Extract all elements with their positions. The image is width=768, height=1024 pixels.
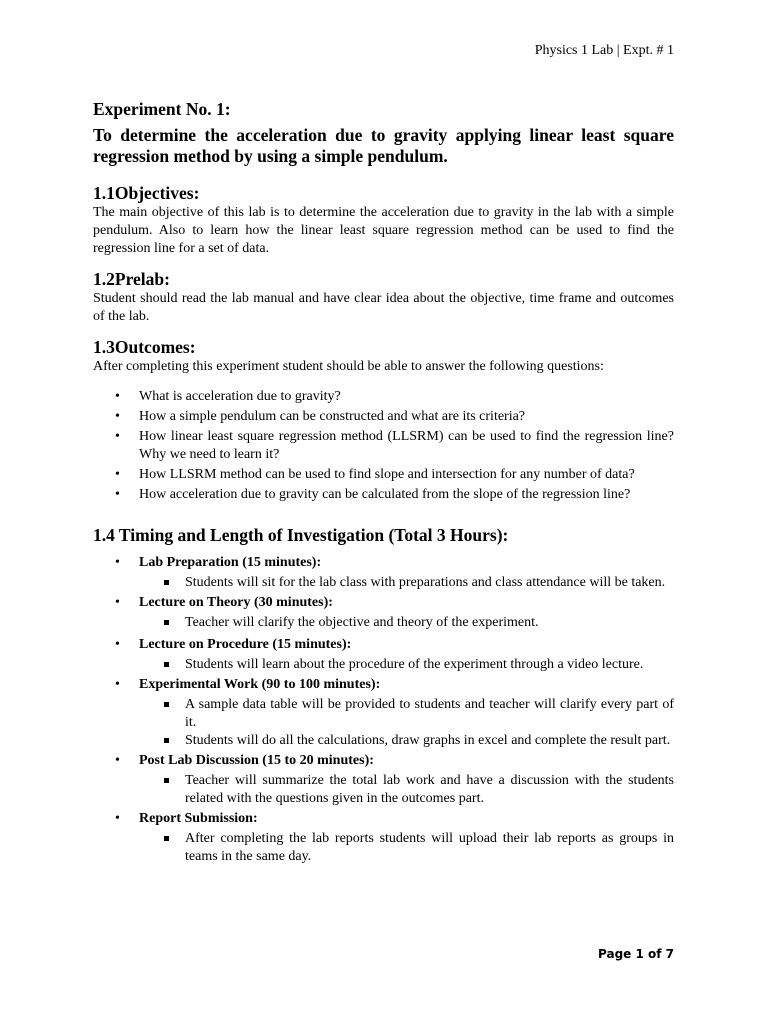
sub-item-text: A sample data table will be provided to students and teacher will clarify every part of it. [185,697,674,730]
square-bullet-icon [164,836,169,841]
list-item [93,408,674,426]
list-item [93,656,674,674]
timing-sub-list [93,830,674,866]
objectives-heading: 1.1Objectives: [93,183,200,203]
prelab-section [93,268,674,326]
timing-item [93,554,674,572]
sub-item-text: Students will sit for the lab class with preparations and class attendance will be taken. [185,575,666,590]
bullet-dot-icon: • [115,637,120,652]
sub-item-text: Students will learn about the procedure of the experiment through a video lecture. [185,657,644,672]
timing-heading: 1.4 Timing and Length of Investigation (Total 3 Hours): [93,525,509,545]
outcomes-intro: After completing this experiment student should be able to answer the following questions: [93,359,604,374]
sub-item-text: After completing the lab reports students will upload their lab reports as groups in teams in the same day. [185,831,674,864]
list-item [93,486,674,504]
timing-item [93,594,674,612]
bullet-dot-icon: • [115,677,120,692]
outcomes-heading: 1.3Outcomes: [93,337,196,357]
question-text: How a simple pendulum can be constructed and what are its criteria? [139,409,526,424]
square-bullet-icon [164,662,169,667]
timing-item [93,636,674,654]
outcomes-question-list [93,388,674,504]
page-number-footer: Page 1 of 7 [598,947,674,961]
square-bullet-icon [164,738,169,743]
sub-item-text: Teacher will clarify the objective and theory of the experiment. [185,615,539,630]
bullet-dot-icon: • [115,409,120,424]
timing-item-label: Report Submission: [139,811,258,826]
timing-item-label: Post Lab Discussion (15 to 20 minutes): [139,753,374,768]
timing-list [93,554,674,866]
experiment-title: To determine the acceleration due to gravity applying linear least square regression method by using a simple pendulum. [93,125,674,166]
objectives-text: The main objective of this lab is to determine the acceleration due to gravity in the lab with a simple pendulum. Also to learn how the linear least square regression method can be used to find the regression line for a set of data. [93,205,674,256]
list-item [93,466,674,484]
bullet-dot-icon: • [115,429,120,444]
list-item [93,772,674,808]
outcomes-section [93,336,674,504]
question-text: How linear least square regression method (LLSRM) can be used to find the regression line? Why we need to learn it? [139,429,674,462]
bullet-dot-icon: • [115,811,120,826]
timing-item [93,810,674,828]
timing-item [93,752,674,770]
square-bullet-icon [164,702,169,707]
timing-item [93,676,674,694]
timing-section [93,524,674,866]
list-item [93,614,674,632]
bullet-dot-icon: • [115,555,120,570]
page-content [93,98,674,866]
bullet-dot-icon: • [115,487,120,502]
list-item [93,574,674,592]
prelab-heading: 1.2Prelab: [93,269,170,289]
question-text: What is acceleration due to gravity? [139,389,341,404]
running-header: Physics 1 Lab | Expt. # 1 [534,43,674,58]
list-item [93,696,674,732]
list-item [93,388,674,406]
experiment-number: Experiment No. 1: [93,99,231,119]
timing-sub-list [93,574,674,592]
timing-item-label: Lecture on Procedure (15 minutes): [139,637,352,652]
timing-sub-list [93,614,674,632]
question-text: How LLSRM method can be used to find slope and intersection for any number of data? [139,467,635,482]
list-item [93,732,674,750]
timing-sub-list [93,696,674,750]
sub-item-text: Teacher will summarize the total lab work and have a discussion with the students related with the questions given in the outcomes part. [185,773,674,806]
list-item [93,830,674,866]
timing-sub-list [93,656,674,674]
timing-item-label: Experimental Work (90 to 100 minutes): [139,677,381,692]
objectives-section [93,182,674,258]
timing-item-label: Lecture on Theory (30 minutes): [139,595,333,610]
list-item [93,428,674,464]
timing-item-label: Lab Preparation (15 minutes): [139,555,322,570]
bullet-dot-icon: • [115,389,120,404]
square-bullet-icon [164,620,169,625]
question-text: How acceleration due to gravity can be calculated from the slope of the regression line? [139,487,631,502]
square-bullet-icon [164,778,169,783]
prelab-text: Student should read the lab manual and have clear idea about the objective, time frame and outcomes of the lab. [93,291,674,324]
bullet-dot-icon: • [115,467,120,482]
sub-item-text: Students will do all the calculations, draw graphs in excel and complete the result part. [185,733,671,748]
bullet-dot-icon: • [115,753,120,768]
bullet-dot-icon: • [115,595,120,610]
timing-sub-list [93,772,674,808]
square-bullet-icon [164,580,169,585]
